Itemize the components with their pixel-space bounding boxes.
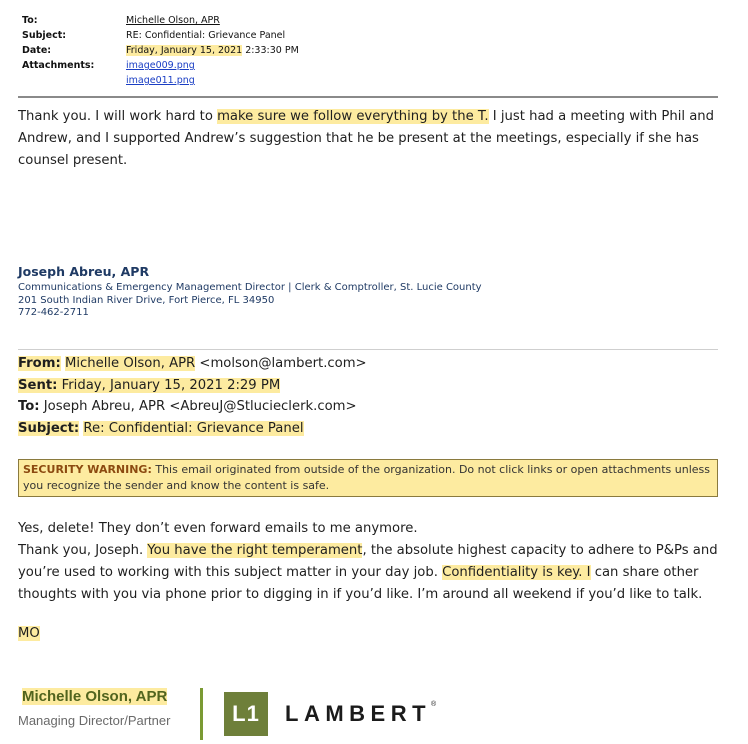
sent-label: Sent: xyxy=(18,377,58,393)
email-header xyxy=(22,13,299,88)
signature-address: 201 South Indian River Drive, Fort Pierce, FL 34950 xyxy=(18,294,275,306)
footer-divider xyxy=(200,688,203,740)
warning-text: This email originated from outside of the organization. Do not click links or open attachments unless you recognize the sender and know the content is safe. xyxy=(23,463,710,492)
date-time: 2:33:30 PM xyxy=(242,45,299,56)
forwarded-header xyxy=(18,353,367,439)
date-value xyxy=(126,43,299,58)
signature-block xyxy=(18,264,482,320)
from-label: From: xyxy=(18,356,61,371)
footer-name: Michelle Olson, APR xyxy=(22,688,168,705)
forward-divider xyxy=(18,349,718,350)
signature-name: Joseph Abreu, APR xyxy=(18,264,150,279)
subject-label: Subject: xyxy=(18,420,80,436)
header-divider xyxy=(18,96,718,98)
subject-value: RE: Confidential: Grievance Panel xyxy=(126,30,286,41)
message-line: Yes, delete! They don’t even forward emails to me anymore. xyxy=(18,521,418,536)
footer-title: Managing Director/Partner xyxy=(18,713,171,728)
reply-paragraph xyxy=(18,106,728,172)
reply-highlight: make sure we follow everything by the T. xyxy=(217,109,489,124)
attachment-link[interactable]: image011.png xyxy=(126,75,195,86)
sent-value: Friday, January 15, 2021 2:29 PM xyxy=(61,377,281,393)
warning-label: SECURITY WARNING: xyxy=(23,463,152,476)
security-warning-banner xyxy=(18,459,718,497)
subject-label: Subject: xyxy=(22,30,67,41)
attachments-label: Attachments: xyxy=(22,60,95,71)
signature-phone: 772-462-2711 xyxy=(18,307,89,318)
signature-title: Communications & Emergency Management Director | Clerk & Comptroller, St. Lucie County xyxy=(18,282,482,293)
date-label: Date: xyxy=(22,45,52,56)
to-link[interactable]: Michelle Olson, APR xyxy=(126,15,220,26)
date-highlight: Friday, January 15, 2021 xyxy=(126,45,243,56)
to-label: To: xyxy=(18,399,40,414)
lambert-wordmark xyxy=(285,701,436,727)
message-highlight: You have the right temperament xyxy=(147,543,363,558)
message-highlight: Confidentiality is key. I xyxy=(442,565,591,580)
from-name: Michelle Olson, APR xyxy=(64,356,196,371)
attachment-link[interactable]: image009.png xyxy=(126,60,195,71)
from-email: <molson@lambert.com> xyxy=(195,356,367,371)
message-paragraph xyxy=(18,540,728,606)
to-label: To: xyxy=(22,15,38,26)
attachments-list xyxy=(126,58,195,88)
message-initials: MO xyxy=(18,626,40,641)
trademark-symbol: ® xyxy=(431,701,437,708)
message-text: Thank you, Joseph. xyxy=(18,543,148,558)
lambert-logo-icon: L1 xyxy=(224,692,268,736)
subject-value: Re: Confidential: Grievance Panel xyxy=(83,420,304,436)
message-text: can share other thoughts with you via phone prior to digging in if you’d like. I’m around all weekend if you’d like to talk. xyxy=(18,565,703,602)
wordmark-text: LAMBERT xyxy=(285,701,432,726)
message-initials-line xyxy=(18,623,728,645)
message-body xyxy=(18,518,728,606)
reply-text: Thank you. I will work hard to xyxy=(18,109,218,124)
message-text: , the absolute highest capacity to adhere to P&Ps and you’re used to working with this subject matter in your day job. xyxy=(18,543,718,580)
reply-text: I just had a meeting with Phil and Andrew, and I supported Andrew’s suggestion that he be present at the meetings, especially if she has counsel present. xyxy=(18,109,715,168)
to-value: Joseph Abreu, APR <AbreuJ@Stlucieclerk.com> xyxy=(39,399,357,414)
